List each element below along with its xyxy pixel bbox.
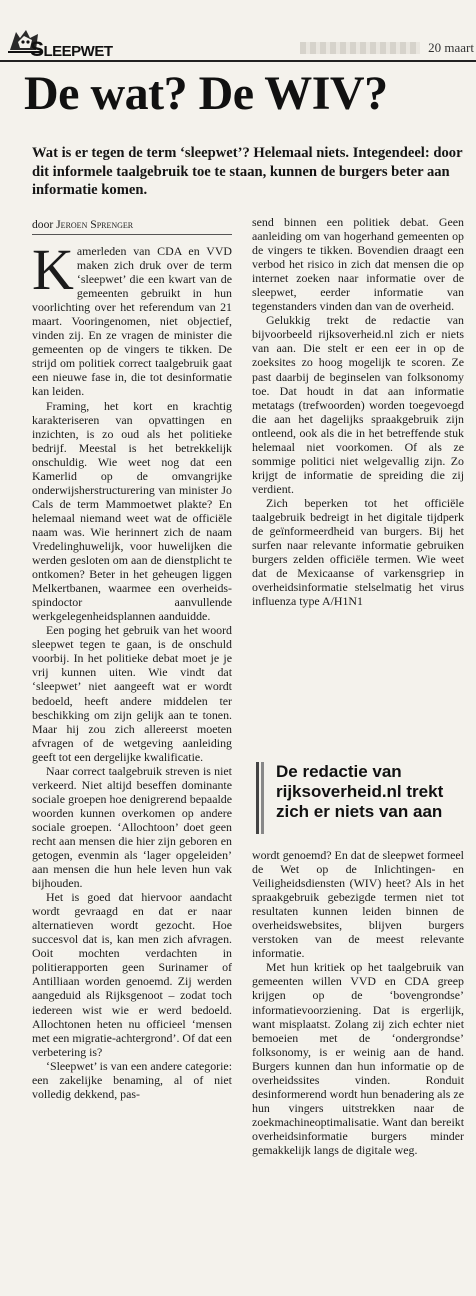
body-paragraph: Het is goed dat hiervoor aandacht wordt gevraagd en dat er naar alternatieven wordt gezocht. Hoe succesvol dat is, kan men zich afvragen. Ooit mochten verdachten in politierapporten geen Surinamer of Antilliaan worden genoemd. Zij werden aangeduid als Rijksgenoot – zodat toch iedereen wist wie er werd bedoeld. Allochtonen heten nu officieel ‘mensen met een migratie-achtergrond’. Of dat een verbetering is?: [32, 890, 232, 1059]
body-paragraph: Naar correct taalgebruik streven is niet verkeerd. Niet altijd beseffen dominante sociale groepen hoe denigrerend bepaalde woorden kunnen overkomen op andere sociale groepen. ‘Allochtoon’ doet geen recht aan mensen die hier zijn geboren en getogen, evenmin als ‘lager opgeleiden’ aan mensen die hun hele leven hun vak bijhouden.: [32, 763, 232, 891]
column-2-bottom: [252, 848, 464, 1288]
pull-quote: [256, 762, 466, 836]
headline: De wat? De WIV?: [24, 67, 388, 120]
body-paragraph: Kamerleden van CDA en VVD maken zich druk over de term ‘sleepwet’ die een kwart van de gemeenten gebruikt in hun voorlichting over het referendum van 21 maart. Vooringenomen, niet objectief, vinden zij. En ze vragen de minister die gemeenten op de vingers te tikken. De strijd om politiek correct taalgebruik gaat een nieuwe fase in, die tot desinformatie kan leiden.: [32, 237, 232, 399]
issue-date: 20 maart: [428, 40, 474, 55]
section-name: Sleepwet: [30, 38, 113, 61]
body-paragraph: send binnen een politiek debat. Geen aanleiding om van hogerhand gemeenten op de vingers te tikken. Bovendien draagt een verbod het risico in zich dat mensen die op internet zoeken naar informatie over de sleepwet, eerder informatie van tegenstanders vinden dan van de overheid.: [252, 215, 464, 314]
faded-header-strip: [300, 42, 420, 54]
intro-paragraph: Wat is er tegen de term ‘sleepwet’? Helemaal niets. Integendeel: door dit informele taalgebruik toe te staan, kunnen de burgers beter aan informatie komen.: [32, 145, 463, 199]
body-paragraph: Gelukkig trekt de redactie van bijvoorbeeld rijksoverheid.nl zich er niets van aan. Die stelt er een eer in op de zoeksites zo hoog mogelijk te scoren. Ze past daarbij de beginselen van folksonomy toe. Dat houdt in dat aan informatie metatags (trefwoorden) worden toegevoegd die aan het dagelijks spraakgebruik zijn ontleend, ook als die in het betreffende stuk helemaal niet voorkomen. Of als ze sommige politici niet welgevallig zijn. Zo krijgt de informatie de spreiding die zij verdient.: [252, 313, 464, 496]
body-paragraph: wordt genoemd? En dat de sleepwet formeel de Wet op de Inlichtingen- en Veiligheidsdiensten (WIV) heet? Als in het spraakgebruik gebezigde termen niet tot resultaten kunnen leiden binnen de overheidswebsites, blijven burgers verstoken van de meest relevante informatie.: [252, 848, 464, 961]
body-paragraph: Een poging het gebruik van het woord sleepwet tegen te gaan, is de onschuld voorbij. In het politieke debat moet je je vrij kunnen uiten. Wie vindt dat ‘sleepwet’ niet aangeeft wat er wordt bedoeld, heeft andere middelen ter beschikking om zijn gelijk aan te tonen. Maar hij zou zich allereerst moeten afvragen of de wetgeving aanleiding geeft tot een dergelijke kwalificatie.: [32, 623, 232, 764]
author-name: Jeroen Sprenger: [56, 218, 134, 231]
drop-cap: K: [32, 237, 74, 302]
pull-quote-text: De redactie van rijksoverheid.nl trekt zich er niets van aan: [276, 762, 444, 821]
column-2-top: [252, 215, 464, 765]
body-paragraph: Met hun kritiek op het taalgebruik van gemeenten willen VVD en CDA greep krijgen op de ‘bovengrondse’ informatievoorziening. Dat is ergerlijk, want misplaatst. Zolang zij zich echter niet bemoeien met de ‘ondergrondse’ folksonomy, is er weinig aan de hand. Burgers kunnen dan hun informatie op de overheidssites vinden. Ronduit desinformerend wordt hun benadering als ze hun vingers uitstrekken naar de zoekmachineoptimalisatie. Want dan bereikt overheidsinformatie burgers minder gemakkelijk langs de digitale weg.: [252, 960, 464, 1157]
pull-quote-bar: [256, 762, 264, 834]
byline: [32, 218, 232, 235]
body-paragraph: Framing, het kort en krachtig karakteriseren van opvattingen en inzichten, is zo oud als het politieke bedrijf. Meestal is het betrekkelijk onschuldig. Wie weet nog dat een Kamerlid op de omvangrijke onderwijsherstructurering van minister Jo Cals de term Mammoetwet plakte? En helemaal niemand weet wat de officiële naam was. Wie herinnert zich de naam Vredelinghuwelijk, voor huwelijken die werden gesloten om aan de dienstplicht te ontkomen? Beter in het geheugen liggen Melkertbanen, waarmee een overheids-spindoctor aanvullende werkgelegenheidsplannen aanduidde.: [32, 398, 232, 624]
section-header: [0, 14, 476, 62]
column-1: [32, 237, 232, 1286]
body-paragraph: Zich beperken tot het officiële taalgebruik bedreigt in het digitale tijdperk de geïnformeerdheid van burgers. Bij het surfen naar relevante informatie gebruiken burgers zelden officiële termen. Wie weet dat de Mexicaanse of varkensgriep in overheidsinformatie stelselmatig het virus influenza type A/H1N1: [252, 495, 464, 609]
body-paragraph: ‘Sleepwet’ is van een andere categorie: een zakelijke benaming, al of niet volledig dekkend, pas-: [32, 1058, 232, 1101]
byline-prefix: door: [32, 218, 54, 231]
